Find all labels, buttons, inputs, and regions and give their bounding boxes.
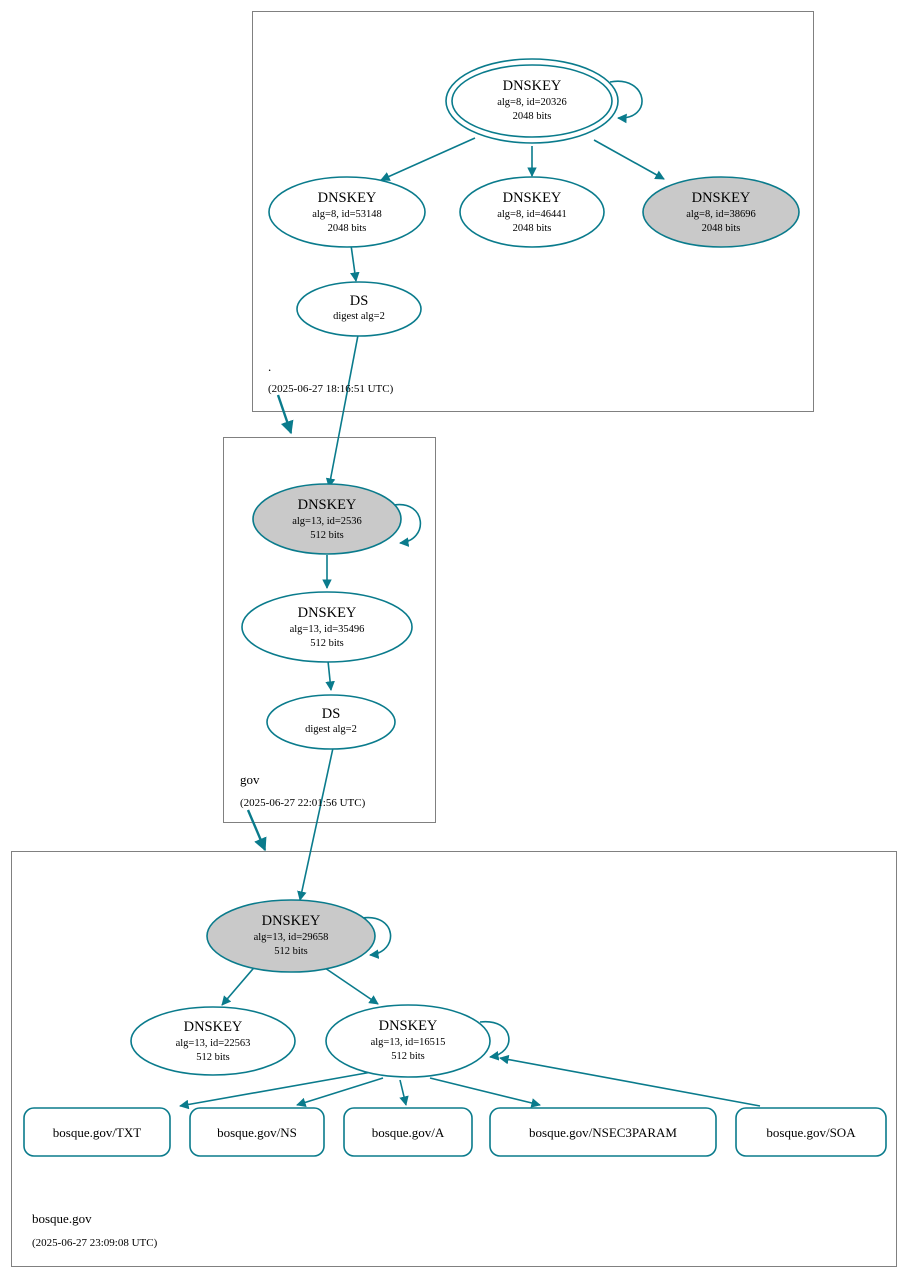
node-rrset-a-label: bosque.gov/A — [371, 1125, 445, 1140]
node-root-zsk-53148-detail: alg=8, id=53148 — [312, 209, 382, 220]
node-bosque-zsk-16515-bits: 512 bits — [391, 1051, 425, 1062]
node-rrset-ns-label: bosque.gov/NS — [217, 1125, 297, 1140]
node-bosque-zsk-22563-label: DNSKEY — [183, 1019, 243, 1035]
node-gov-zsk-bits: 512 bits — [310, 638, 344, 649]
edge-root-ds-to-gov-dnskey — [329, 330, 359, 487]
node-rrset-soa-label: bosque.gov/SOA — [766, 1125, 856, 1140]
node-root-zsk-46441-label: DNSKEY — [502, 190, 562, 206]
edge-gov-zsk-to-ds — [328, 661, 331, 690]
node-root-ksk-bits: 2048 bits — [512, 111, 552, 122]
node-root-zsk-53148-bits: 2048 bits — [327, 223, 367, 234]
node-root-ds-label: DS — [349, 293, 369, 309]
edge-bosque-ksk-to-22563 — [222, 963, 258, 1005]
edge-gov-ds-to-bosque-dnskey — [300, 748, 333, 900]
node-gov-zsk-detail: alg=13, id=35496 — [289, 624, 365, 635]
zone-label-bosque: bosque.gov — [32, 1211, 92, 1226]
node-rrset-txt-label: bosque.gov/TXT — [52, 1125, 142, 1140]
node-root-ds-detail: digest alg=2 — [333, 311, 385, 322]
node-gov-ds-detail: digest alg=2 — [305, 724, 357, 735]
node-bosque-zsk-16515-label: DNSKEY — [378, 1018, 438, 1034]
edge-bosque-ksk-to-16515 — [325, 968, 378, 1004]
node-root-zsk-38696-detail: alg=8, id=38696 — [686, 209, 756, 220]
node-gov-ds[interactable] — [267, 695, 395, 749]
edge-16515-to-nsec3param — [430, 1078, 540, 1105]
node-bosque-ksk-detail: alg=13, id=29658 — [253, 932, 329, 943]
edge-root-53148-to-ds — [351, 245, 356, 281]
node-root-zsk-53148-label: DNSKEY — [317, 190, 377, 206]
node-rrset-nsec3param-label: bosque.gov/NSEC3PARAM — [529, 1125, 677, 1140]
node-root-ds[interactable] — [297, 282, 421, 336]
edge-16515-to-txt — [180, 1072, 372, 1106]
node-bosque-zsk-22563-bits: 512 bits — [196, 1052, 230, 1063]
node-root-zsk-46441-detail: alg=8, id=46441 — [497, 209, 567, 220]
node-bosque-ksk-bits: 512 bits — [274, 946, 308, 957]
edge-root-ksk-to-53148 — [381, 138, 475, 180]
node-root-zsk-38696-label: DNSKEY — [691, 190, 751, 206]
zone-timestamp-root: (2025-06-27 18:16:51 UTC) — [268, 383, 394, 395]
node-bosque-zsk-16515-detail: alg=13, id=16515 — [370, 1037, 446, 1048]
node-gov-ksk-bits: 512 bits — [310, 530, 344, 541]
zone-label-gov: gov — [240, 772, 260, 787]
zone-label-root: . — [268, 359, 272, 374]
node-root-ksk-label: DNSKEY — [502, 78, 562, 94]
node-gov-zsk-label: DNSKEY — [297, 605, 357, 621]
edge-gov-zone-to-bosque-zone — [248, 810, 265, 850]
node-bosque-ksk-label: DNSKEY — [261, 913, 321, 929]
node-gov-ksk-detail: alg=13, id=2536 — [292, 516, 362, 527]
edge-root-zone-to-gov-zone — [278, 395, 291, 433]
edge-16515-to-a — [400, 1080, 406, 1105]
zone-timestamp-gov: (2025-06-27 22:01:56 UTC) — [240, 797, 366, 809]
node-root-ksk-detail: alg=8, id=20326 — [497, 97, 567, 108]
zone-timestamp-bosque: (2025-06-27 23:09:08 UTC) — [32, 1237, 158, 1249]
edge-16515-to-ns — [297, 1078, 383, 1105]
node-root-zsk-38696-bits: 2048 bits — [701, 223, 741, 234]
edge-root-ksk-to-38696 — [594, 140, 664, 179]
edge-soa-to-16515 — [500, 1058, 760, 1106]
node-gov-ksk-label: DNSKEY — [297, 497, 357, 513]
node-root-zsk-46441-bits: 2048 bits — [512, 223, 552, 234]
node-bosque-zsk-22563-detail: alg=13, id=22563 — [175, 1038, 251, 1049]
node-gov-ds-label: DS — [321, 706, 341, 722]
